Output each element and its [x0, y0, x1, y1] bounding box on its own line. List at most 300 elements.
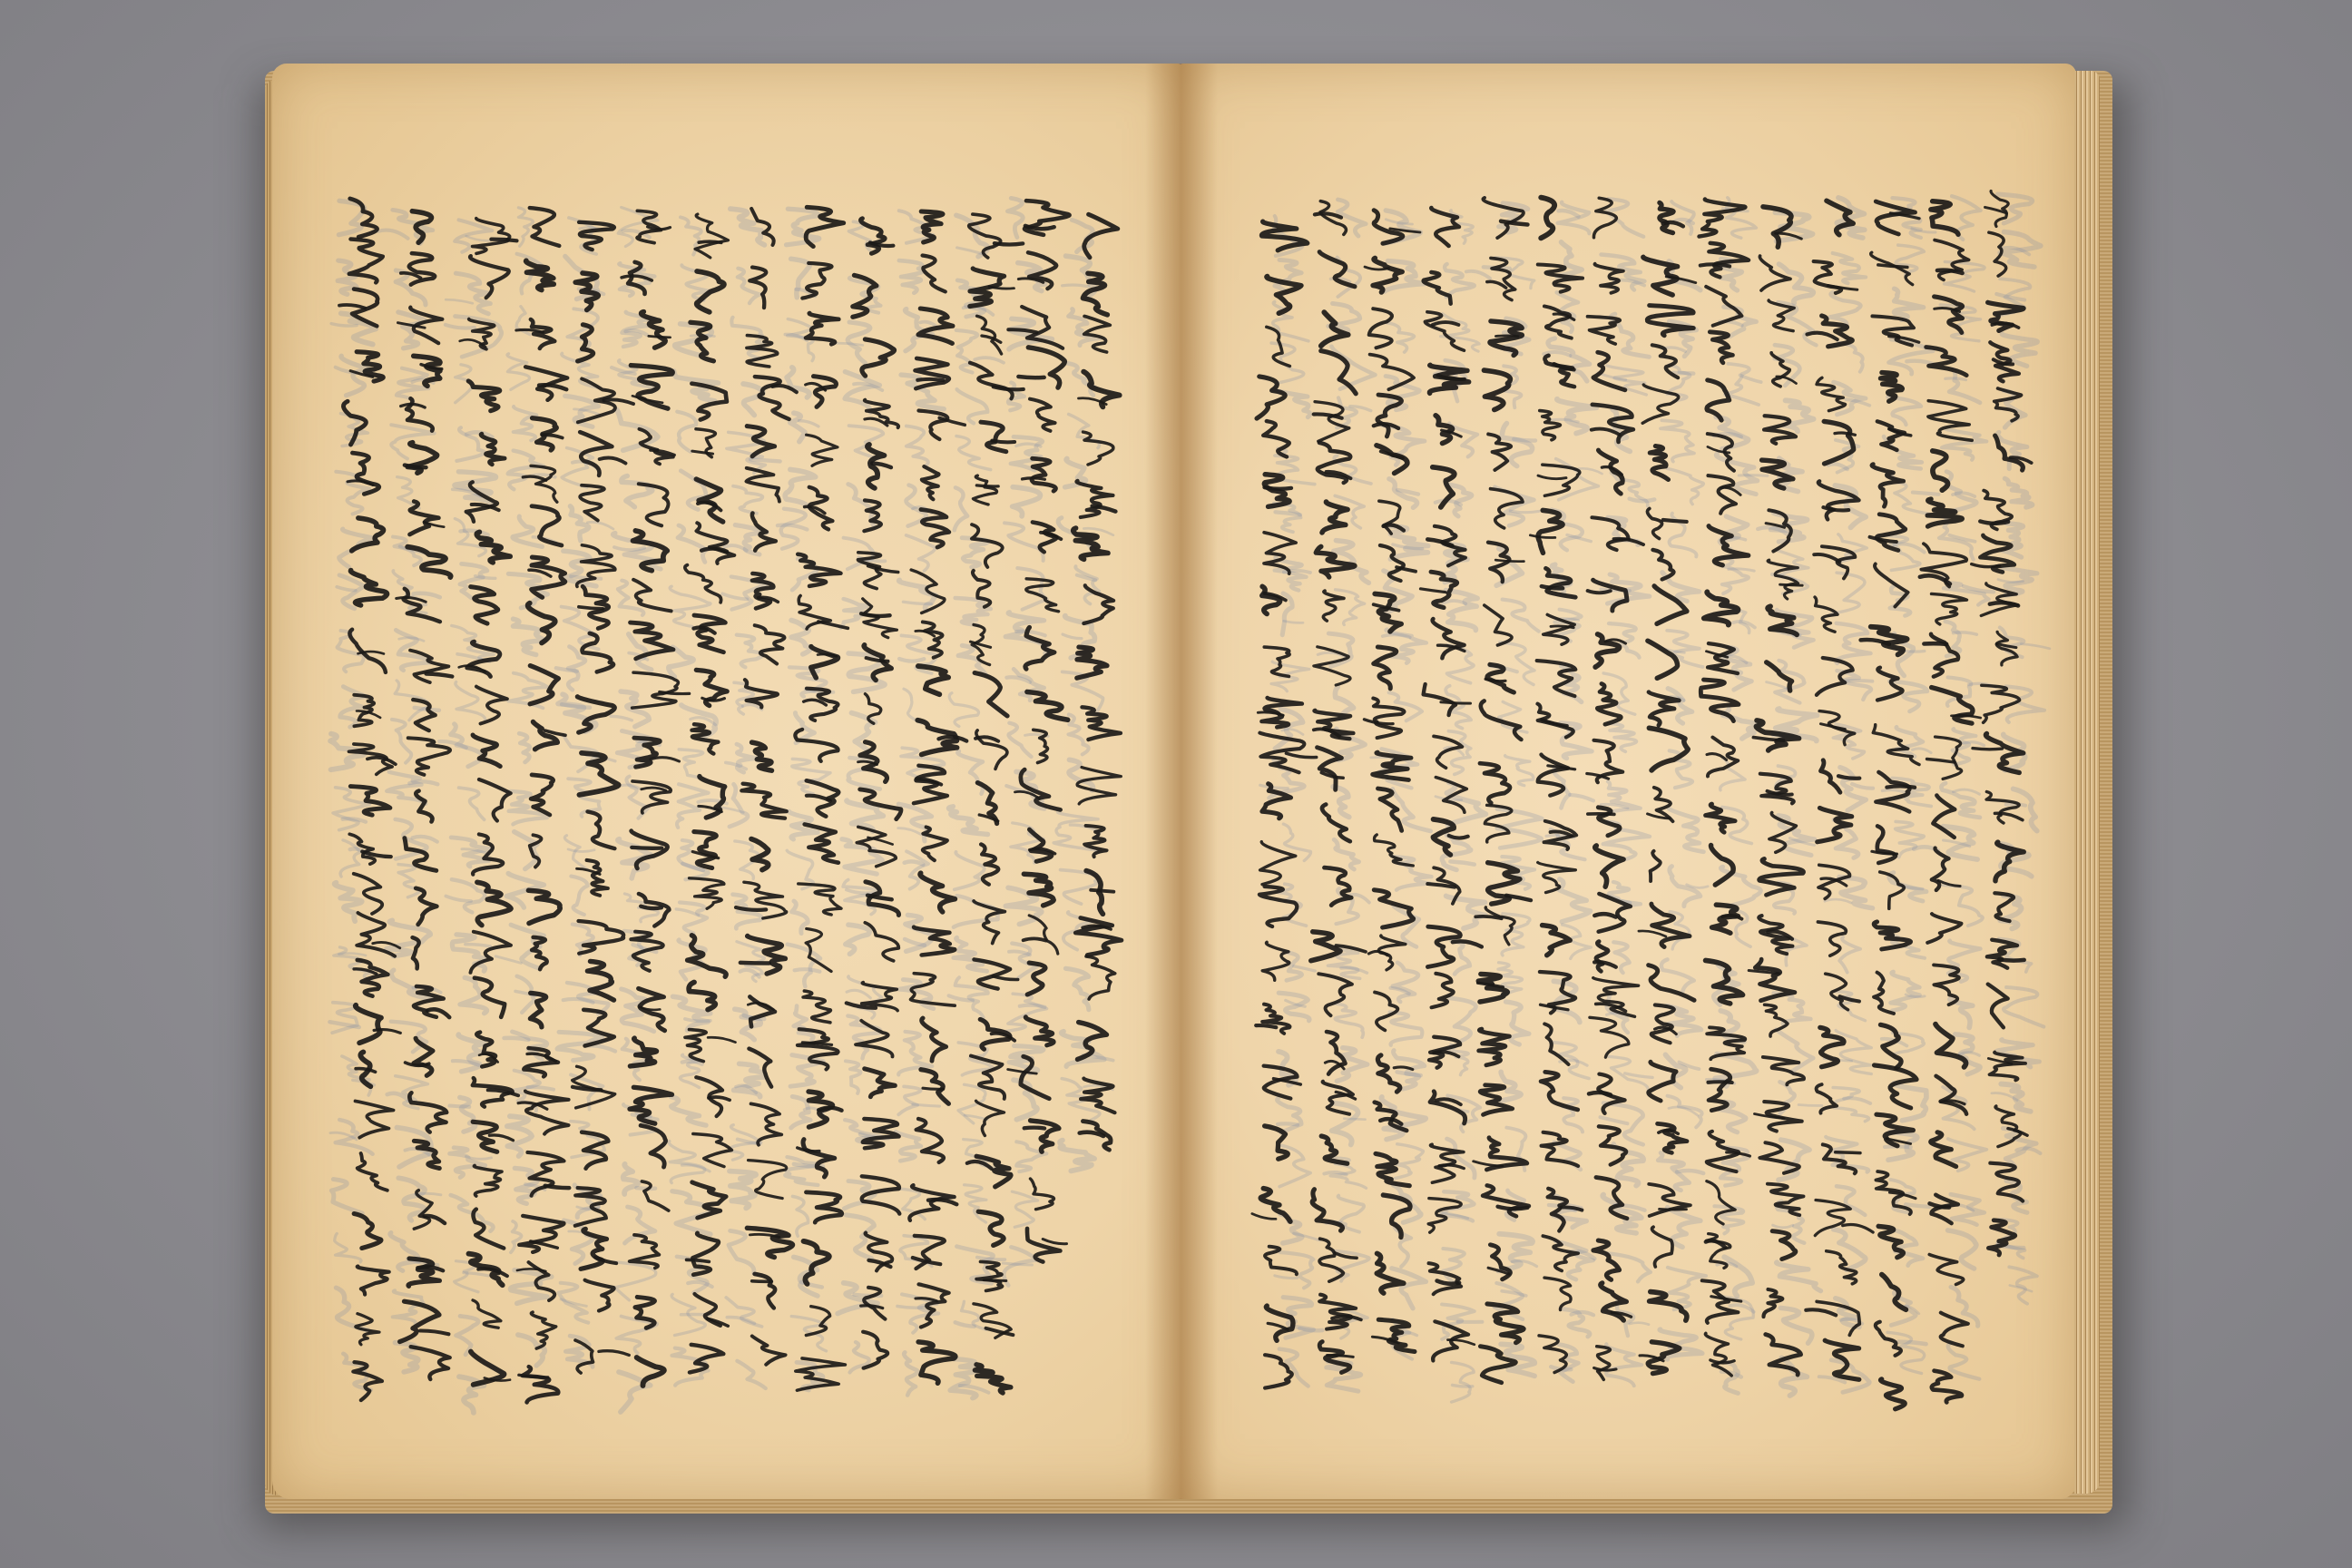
handwritten-glyph: [416, 791, 432, 822]
handwritten-glyph-stroke: [1091, 890, 1113, 892]
handwritten-glyph: [1538, 862, 1576, 892]
bleed-through-glyph: [396, 270, 426, 305]
bleed-through-glyph-stroke: [1773, 1225, 1793, 1228]
bleed-through-glyph-stroke: [1825, 899, 1851, 903]
handwritten-glyph: [473, 219, 510, 254]
bleed-through-glyph: [393, 1290, 424, 1323]
bleed-through-glyph: [450, 1148, 485, 1178]
handwritten-glyph: [349, 240, 383, 283]
bleed-through-glyph: [1385, 261, 1425, 291]
handwritten-glyph: [1936, 737, 1962, 779]
handwritten-glyph: [528, 890, 560, 923]
handwritten-glyph-stroke: [1836, 1152, 1860, 1153]
bleed-through-glyph: [1007, 198, 1023, 237]
handwritten-glyph: [1032, 458, 1056, 491]
bleed-through-glyph: [1555, 1241, 1592, 1279]
handwritten-glyph-stroke: [1927, 760, 1955, 763]
bleed-through-glyph-stroke: [414, 593, 440, 597]
bleed-through-glyph: [1054, 811, 1101, 851]
bleed-through-glyph-stroke: [913, 1104, 940, 1106]
handwritten-glyph-stroke: [1861, 640, 1889, 644]
handwritten-glyph: [1261, 221, 1307, 250]
handwritten-glyph: [1030, 1179, 1054, 1210]
bleed-through-glyph: [678, 525, 706, 562]
bleed-through-glyph-stroke: [466, 236, 490, 240]
handwritten-glyph: [350, 570, 387, 605]
handwritten-glyph: [1987, 940, 2017, 968]
handwritten-glyph: [1588, 317, 1621, 344]
bleed-through-glyph-stroke: [450, 1106, 470, 1107]
handwritten-glyph: [409, 253, 435, 285]
handwritten-glyph: [1021, 769, 1061, 809]
bleed-through-glyph-stroke: [1912, 749, 1931, 753]
bleed-through-glyph: [1446, 896, 1485, 928]
handwritten-glyph: [1760, 774, 1794, 804]
handwritten-glyph: [1544, 356, 1574, 387]
handwritten-glyph-stroke: [1588, 814, 1614, 815]
bleed-through-glyph: [1661, 959, 1694, 991]
handwritten-glyph: [1491, 258, 1515, 299]
handwritten-glyph: [862, 339, 895, 376]
handwritten-glyph: [751, 209, 774, 245]
bleed-through-glyph: [340, 840, 360, 877]
handwritten-glyph: [1540, 411, 1561, 440]
handwritten-glyph: [1763, 1057, 1804, 1084]
handwritten-glyph: [1651, 1004, 1674, 1043]
bleed-through-glyph-stroke: [1630, 1323, 1649, 1325]
handwritten-glyph: [1651, 851, 1661, 881]
handwritten-glyph-stroke: [989, 287, 1014, 289]
handwritten-glyph-stroke: [701, 549, 727, 552]
handwritten-glyph: [798, 554, 840, 586]
bleed-through-glyph: [511, 1221, 522, 1252]
bleed-through-glyph: [845, 372, 880, 413]
bleed-through-glyph: [564, 1220, 592, 1264]
bleed-through-glyph: [617, 410, 658, 451]
bleed-through-glyph: [1393, 963, 1418, 1002]
bleed-through-glyph: [733, 486, 762, 514]
bleed-through-glyph: [1335, 590, 1364, 625]
handwritten-glyph: [414, 1038, 433, 1075]
bleed-through-glyph-stroke: [847, 990, 870, 997]
handwritten-glyph-stroke: [992, 441, 1014, 443]
bleed-through-glyph: [2002, 524, 2023, 557]
bleed-through-glyph-stroke: [1443, 601, 1465, 603]
bleed-through-glyph: [562, 448, 593, 487]
handwritten-glyph: [471, 587, 498, 623]
handwritten-glyph-stroke: [420, 1330, 448, 1334]
handwritten-glyph: [1322, 805, 1350, 842]
bleed-through-glyph: [846, 925, 869, 954]
handwritten-glyph-stroke: [740, 963, 769, 964]
handwritten-glyph-stroke: [1924, 643, 1946, 644]
bleed-through-glyph: [622, 475, 652, 506]
bleed-through-glyph: [735, 1009, 761, 1040]
bleed-through-glyph: [1452, 1362, 1475, 1402]
bleed-through-glyph: [1449, 998, 1475, 1041]
bleed-through-glyph: [1558, 202, 1590, 234]
bleed-through-glyph: [669, 1142, 705, 1183]
bleed-through-glyph: [1277, 1099, 1301, 1133]
handwritten-glyph: [755, 1274, 776, 1308]
bleed-through-glyph: [730, 209, 765, 245]
handwritten-glyph: [1541, 198, 1554, 239]
handwritten-glyph: [1424, 272, 1451, 304]
handwritten-glyph-stroke: [807, 796, 830, 801]
bleed-through-glyph: [1393, 857, 1431, 890]
bleed-through-glyph-stroke: [446, 299, 473, 303]
bleed-through-glyph: [513, 516, 543, 546]
bleed-through-glyph: [1271, 343, 1304, 383]
bleed-through-glyph: [737, 635, 762, 668]
handwritten-glyph: [1880, 872, 1905, 908]
handwritten-glyph-stroke: [1286, 753, 1316, 757]
handwritten-glyph: [579, 222, 614, 250]
handwritten-glyph-stroke: [1441, 702, 1471, 703]
handwritten-glyph: [689, 982, 715, 1009]
bleed-through-glyph-stroke: [1673, 373, 1694, 374]
handwritten-glyph: [918, 309, 953, 343]
handwritten-glyph: [355, 1101, 393, 1137]
handwritten-glyph: [858, 553, 880, 589]
bleed-through-glyph: [1503, 600, 1539, 632]
bleed-through-glyph: [899, 260, 925, 293]
handwritten-glyph-stroke: [1041, 533, 1061, 539]
handwritten-glyph: [1597, 684, 1621, 725]
bleed-through-glyph: [1777, 1262, 1821, 1291]
bleed-through-glyph: [1829, 292, 1860, 325]
handwritten-glyph: [692, 1233, 718, 1275]
handwritten-glyph: [1543, 926, 1571, 956]
handwritten-glyph: [752, 573, 773, 608]
handwritten-glyph: [632, 672, 679, 708]
handwritten-glyph: [1872, 465, 1904, 507]
handwritten-glyph-stroke: [1024, 938, 1046, 940]
bleed-through-glyph: [1441, 314, 1480, 351]
handwritten-glyph-stroke: [1449, 836, 1468, 838]
bleed-through-glyph-stroke: [1299, 1328, 1322, 1330]
bleed-through-glyph-stroke: [795, 969, 820, 972]
bleed-through-glyph: [1833, 253, 1866, 283]
bleed-through-glyph-stroke: [1767, 682, 1789, 690]
bleed-through-glyph: [1839, 937, 1860, 973]
bleed-through-glyph: [1017, 568, 1046, 610]
handwritten-glyph: [1259, 733, 1304, 773]
handwritten-glyph-stroke: [641, 906, 662, 908]
bleed-through-glyph-stroke: [495, 956, 521, 964]
handwritten-glyph-stroke: [1530, 535, 1554, 538]
handwritten-glyph: [1702, 1280, 1739, 1323]
bleed-through-glyph: [793, 1196, 808, 1236]
bleed-through-glyph-stroke: [564, 999, 593, 1003]
handwritten-glyph-stroke: [642, 788, 666, 790]
bleed-through-glyph: [1722, 807, 1751, 843]
bleed-through-glyph: [790, 1055, 823, 1087]
bleed-through-glyph: [906, 851, 928, 888]
bleed-through-glyph: [1839, 877, 1873, 907]
bleed-through-glyph: [456, 273, 490, 314]
handwritten-glyph-stroke: [1814, 554, 1839, 562]
bleed-through-glyph-stroke: [725, 545, 747, 551]
handwritten-glyph: [587, 860, 608, 896]
handwritten-glyph: [1941, 1313, 1968, 1347]
handwritten-glyph: [1763, 1289, 1782, 1317]
handwritten-glyph: [1264, 647, 1289, 676]
handwritten-glyph: [1876, 1322, 1901, 1356]
handwritten-glyph: [862, 1176, 900, 1213]
handwritten-glyph-stroke: [1639, 931, 1666, 936]
bleed-through-glyph-stroke: [1570, 795, 1593, 801]
handwritten-glyph: [863, 599, 897, 638]
handwritten-glyph: [922, 1018, 946, 1061]
handwritten-glyph: [970, 363, 1013, 399]
handwritten-glyph: [1593, 352, 1625, 390]
bleed-through-glyph-stroke: [837, 343, 863, 345]
bleed-through-glyph-stroke: [446, 897, 471, 902]
handwritten-glyph: [575, 273, 598, 310]
handwritten-glyph-stroke: [1453, 941, 1482, 946]
handwritten-glyph-stroke: [1315, 213, 1341, 217]
handwritten-glyph: [741, 784, 786, 818]
handwritten-glyph: [635, 1297, 655, 1328]
handwritten-glyph: [1933, 796, 1955, 838]
handwritten-glyph: [1262, 586, 1280, 613]
handwritten-glyph: [1322, 502, 1348, 533]
handwritten-glyph: [1025, 1017, 1054, 1045]
bleed-through-glyph-stroke: [899, 659, 924, 662]
handwritten-glyph: [981, 422, 1006, 452]
handwritten-glyph: [1708, 475, 1736, 514]
bleed-through-glyph: [1069, 715, 1089, 755]
bleed-through-glyph: [387, 920, 431, 956]
handwritten-glyph-stroke: [1707, 754, 1727, 760]
handwritten-glyph-stroke: [1828, 286, 1857, 290]
handwritten-glyph: [1649, 1184, 1690, 1216]
bleed-through-glyph-stroke: [1466, 271, 1490, 279]
bleed-through-glyph: [1332, 1102, 1358, 1144]
handwritten-glyph: [1648, 641, 1678, 678]
bleed-through-glyph: [518, 208, 533, 246]
handwritten-glyph-stroke: [865, 418, 887, 426]
bleed-through-glyph: [1446, 686, 1471, 729]
bleed-through-glyph: [954, 937, 987, 971]
handwritten-glyph: [1424, 684, 1456, 715]
handwritten-glyph: [1936, 1024, 1966, 1067]
handwritten-glyph: [1321, 351, 1356, 394]
bleed-through-glyph-stroke: [1913, 493, 1939, 495]
bleed-through-glyph-stroke: [1902, 651, 1925, 652]
handwritten-glyph-stroke: [692, 451, 713, 454]
handwritten-glyph: [1704, 592, 1739, 624]
handwritten-glyph-stroke: [358, 652, 385, 653]
bleed-through-glyph-stroke: [562, 704, 590, 708]
bleed-through-glyph-stroke: [1601, 1117, 1628, 1123]
bleed-through-glyph-stroke: [475, 576, 495, 579]
handwritten-glyph: [1647, 508, 1661, 538]
bleed-through-glyph: [949, 693, 978, 727]
bleed-through-glyph: [514, 832, 537, 869]
bleed-through-glyph: [1499, 701, 1527, 732]
handwritten-glyph: [694, 832, 716, 868]
bleed-through-glyph: [729, 1230, 754, 1273]
bleed-through-glyph: [335, 883, 362, 921]
handwritten-glyph-stroke: [1709, 1082, 1732, 1083]
bleed-through-glyph: [1274, 504, 1301, 533]
bleed-through-glyph: [1948, 1343, 1979, 1379]
bleed-through-glyph-stroke: [897, 1307, 927, 1308]
handwritten-glyph: [806, 1192, 841, 1222]
bleed-through-glyph: [1837, 198, 1864, 238]
bleed-through-glyph-stroke: [587, 522, 613, 529]
handwritten-glyph: [695, 214, 729, 258]
bleed-through-glyph-stroke: [682, 1165, 710, 1171]
bleed-through-glyph: [1390, 1013, 1423, 1045]
handwritten-glyph: [1874, 973, 1894, 1014]
handwritten-glyph-stroke: [405, 466, 426, 468]
left-page-handwriting: [339, 199, 1122, 1403]
bleed-through-glyph: [1668, 468, 1704, 504]
handwritten-glyph: [1543, 465, 1580, 495]
handwritten-glyph-stroke: [579, 607, 603, 609]
bleed-through-glyph: [1009, 723, 1032, 757]
bleed-through-glyph: [949, 807, 988, 835]
handwritten-glyph-stroke: [976, 485, 998, 486]
bleed-through-glyph: [331, 1180, 362, 1213]
handwritten-glyph-stroke: [1252, 1214, 1276, 1220]
handwritten-glyph-stroke: [516, 329, 543, 332]
handwritten-glyph-stroke: [1700, 264, 1730, 266]
bleed-through-glyph: [1670, 867, 1700, 906]
bleed-through-glyph-stroke: [975, 358, 1004, 363]
bleed-through-glyph: [794, 1006, 814, 1040]
bleed-through-glyph-stroke: [1260, 785, 1289, 788]
handwritten-glyph: [630, 1235, 660, 1268]
handwritten-glyph: [752, 1336, 786, 1364]
handwritten-glyph-stroke: [1999, 959, 2024, 960]
bleed-through-glyph: [1075, 566, 1099, 603]
handwritten-glyph: [1877, 421, 1905, 450]
handwritten-glyph-stroke: [1588, 591, 1611, 593]
bleed-through-glyph: [1668, 689, 1691, 723]
handwritten-glyph: [1932, 688, 1973, 724]
bleed-through-glyph: [904, 1352, 917, 1395]
bleed-through-glyph: [1833, 1230, 1865, 1270]
bleed-through-glyph-stroke: [611, 716, 632, 720]
handwritten-glyph-stroke: [1487, 281, 1506, 288]
handwritten-glyph: [580, 485, 604, 521]
handwritten-glyph-stroke: [660, 692, 690, 694]
handwritten-glyph: [1712, 905, 1739, 933]
handwritten-glyph: [410, 502, 439, 534]
handwritten-glyph: [1027, 691, 1068, 720]
bleed-through-glyph: [787, 209, 819, 245]
handwritten-glyph: [1479, 1029, 1510, 1065]
bleed-through-glyph-stroke: [905, 861, 924, 865]
bleed-through-glyph: [737, 1361, 765, 1388]
bleed-through-glyph: [1065, 968, 1088, 1009]
handwritten-glyph: [1544, 1278, 1571, 1309]
bleed-through-glyph: [672, 996, 710, 1030]
bleed-through-glyph: [957, 751, 983, 794]
bleed-through-glyph-stroke: [329, 1022, 358, 1027]
bleed-through-glyph: [1725, 1362, 1739, 1393]
bleed-through-glyph: [1667, 631, 1702, 667]
handwritten-glyph: [1935, 297, 1963, 333]
handwritten-glyph: [1755, 959, 1795, 1000]
bleed-through-glyph-stroke: [1514, 439, 1535, 441]
handwritten-glyph: [400, 1301, 439, 1341]
bleed-through-glyph: [1721, 557, 1749, 593]
handwritten-glyph: [356, 1005, 381, 1044]
handwritten-glyph: [1932, 1371, 1962, 1403]
bleed-through-glyph: [1778, 302, 1816, 345]
bleed-through-glyph: [1942, 429, 1986, 460]
handwritten-glyph: [1028, 348, 1064, 387]
bleed-through-glyph: [452, 935, 485, 971]
handwritten-glyph-stroke: [426, 674, 453, 677]
bleed-through-glyph-stroke: [1453, 1385, 1473, 1387]
bleed-through-glyph-stroke: [409, 781, 437, 784]
handwritten-glyph-stroke: [1495, 560, 1524, 562]
handwritten-glyph: [1425, 312, 1464, 350]
handwritten-glyph: [468, 381, 500, 411]
bleed-through-glyph: [734, 1063, 766, 1096]
bleed-through-glyph: [677, 412, 696, 452]
handwritten-glyph-stroke: [1780, 584, 1803, 585]
bleed-through-glyph: [1779, 264, 1813, 303]
handwritten-glyph: [1434, 736, 1462, 768]
bleed-through-glyph: [398, 312, 425, 348]
bleed-through-glyph: [1396, 1144, 1424, 1179]
bleed-through-glyph: [1944, 262, 1984, 292]
bleed-through-glyph: [1334, 839, 1358, 869]
bleed-through-glyph-stroke: [466, 1157, 492, 1160]
bleed-through-glyph-stroke: [740, 970, 760, 977]
handwritten-glyph-stroke: [699, 241, 721, 242]
handwritten-glyph-stroke: [1025, 226, 1054, 229]
handwritten-glyph-stroke: [1660, 1209, 1687, 1210]
handwritten-glyph-stroke: [1542, 586, 1563, 588]
handwritten-glyph: [1324, 867, 1351, 905]
bleed-through-glyph: [1781, 1357, 1808, 1396]
handwritten-glyph: [918, 1342, 956, 1383]
handwritten-glyph: [354, 1214, 381, 1249]
bleed-through-glyph-stroke: [505, 1038, 529, 1040]
handwritten-glyph: [532, 506, 562, 545]
bleed-through-glyph: [507, 1116, 532, 1156]
handwritten-glyph: [1427, 926, 1460, 966]
bleed-through-glyph: [1498, 1234, 1533, 1271]
handwritten-glyph: [1880, 1024, 1901, 1068]
bleed-through-glyph-stroke: [1502, 1291, 1526, 1296]
bleed-through-glyph: [1013, 487, 1041, 516]
handwritten-glyph: [1480, 763, 1510, 803]
bleed-through-glyph-stroke: [466, 945, 490, 946]
handwritten-glyph: [1262, 942, 1289, 980]
bleed-through-glyph: [568, 779, 600, 817]
handwritten-glyph: [531, 775, 554, 815]
handwritten-glyph: [358, 1266, 389, 1294]
handwritten-glyph: [920, 873, 955, 912]
handwritten-glyph-stroke: [1265, 487, 1292, 489]
bleed-through-glyph: [460, 564, 487, 597]
handwritten-glyph: [1599, 1126, 1626, 1164]
bleed-through-glyph-stroke: [2021, 644, 2050, 649]
bleed-through-glyph-stroke: [1739, 475, 1768, 476]
handwritten-glyph: [1432, 974, 1454, 1007]
handwritten-glyph: [694, 615, 725, 652]
handwritten-glyph: [1929, 1254, 1963, 1284]
